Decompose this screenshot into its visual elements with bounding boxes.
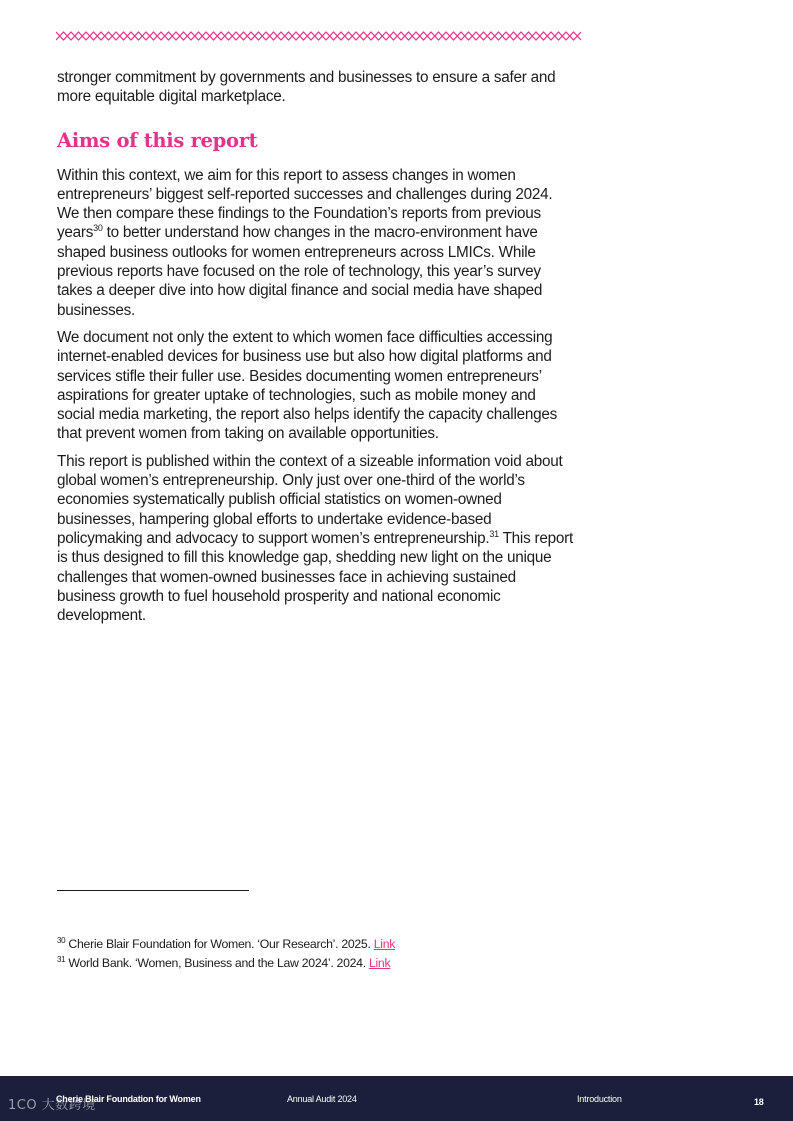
main-content (57, 68, 577, 633)
aims-paragraph-3 (57, 452, 577, 626)
aims-paragraph-2: We document not only the extent to which women face difficulties accessing internet-enabled devices for business use but also how digital platforms and services stifle their fuller use. Besides documenting women entrepreneurs’ aspirations for greater uptake of technologies, such as mobile money and social media marketing, the report also helps identify the capacity challenges that prevent women from taking on available opportunities. (57, 328, 558, 443)
footnote-31 (57, 954, 657, 973)
aims-p3-text-b: This report is thus designed to fill this knowledge gap, shedding new light on the unique challenges that women-owned businesses face in achieving sustained business growth to fuel household prosperity and national economic development. (57, 529, 573, 625)
decorative-zigzag-border (56, 28, 588, 44)
footer-document-title: Annual Audit 2024 (287, 1094, 357, 1104)
footnote-ref-31[interactable]: 31 (489, 528, 499, 539)
page-number: 18 (754, 1097, 764, 1107)
section-heading: Aims of this report (57, 128, 258, 152)
aims-p1-text-a: Within this context, we aim for this report to assess changes in women entrepreneurs’ biggest self-reported successes and challenges during 2024. We then compare these findings to the Foundation’s reports from previous years (57, 166, 553, 242)
footnote-ref-30[interactable]: 30 (93, 223, 103, 234)
footnote-number: 31 (57, 954, 66, 964)
aims-p1-text-b: to better understand how changes in the macro-environment have shaped business outlooks for women entrepreneurs across LMICs. While previous reports have focused on the role of technology, this year’s survey takes a deeper dive into how digital finance and social media have shaped businesses. (57, 224, 543, 319)
footnote-number: 30 (57, 935, 66, 945)
aims-paragraph-1 (57, 166, 577, 320)
footnote-divider (57, 890, 249, 891)
page-footer (0, 1076, 793, 1121)
aims-p3-text-a: This report is published within the context of a sizeable information void about global women’s entrepreneurship. Only just over one-third of the world’s economies systematically publish official statistics on women-owned businesses, hampering global efforts to undertake evidence-based policymaking and advocacy to support women’s entrepreneurship. (57, 452, 563, 547)
footnote-30 (57, 935, 657, 954)
footnote-text: Cherie Blair Foundation for Women. ‘Our Research’. 2025. (65, 937, 374, 951)
footer-section: Introduction (577, 1094, 622, 1104)
footer-organization: Cherie Blair Foundation for Women (56, 1094, 201, 1104)
footnote-link[interactable]: Link (368, 956, 391, 970)
watermark-logo: 1CO 大数跨境 (8, 1098, 96, 1113)
intro-continuation-paragraph: stronger commitment by governments and businesses to ensure a safer and more equitable digital marketplace. (57, 69, 556, 106)
footnote-link[interactable]: Link (373, 937, 396, 951)
footnotes (57, 935, 657, 973)
footnote-text: World Bank. ‘Women, Business and the Law 2024’. 2024. (65, 956, 369, 970)
